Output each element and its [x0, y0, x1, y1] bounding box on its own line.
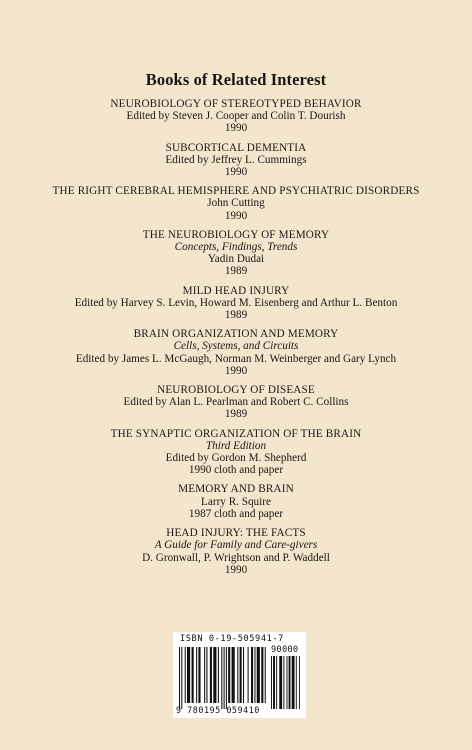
book-entry: [0, 229, 472, 278]
barcode-bar: [283, 656, 284, 709]
book-year: 1990: [224, 563, 248, 576]
book-year: 1990: [224, 166, 248, 179]
book-year: 1990: [224, 209, 248, 222]
barcode-bar: [265, 647, 266, 703]
book-subtitle: Concepts, Findings, Trends: [174, 241, 298, 254]
barcode-bar: [210, 647, 212, 703]
book-title: MEMORY AND BRAIN: [178, 483, 294, 496]
addon-barcode: [271, 656, 301, 709]
book-title: BRAIN ORGANIZATION AND MEMORY: [133, 328, 339, 341]
book-entry: [0, 98, 472, 135]
book-title: THE RIGHT CEREBRAL HEMISPHERE AND PSYCHIATRIC DISORDERS: [52, 185, 420, 198]
barcode-bar: [292, 656, 295, 709]
book-title: NEUROBIOLOGY OF STEREOTYPED BEHAVIOR: [110, 98, 362, 110]
book-entry: [0, 185, 472, 222]
barcode-bar: [296, 656, 297, 709]
book-authors: Edited by James L. McGaugh, Norman M. Weinberger and Gary Lynch: [75, 352, 397, 365]
barcode-bar: [206, 647, 207, 703]
book-title: HEAD INJURY: THE FACTS: [166, 527, 306, 540]
barcode-bar: [257, 647, 260, 703]
price-code: 90000: [271, 645, 299, 655]
barcode-bar: [221, 647, 222, 709]
book-year: 1990: [224, 122, 248, 135]
book-title: THE SYNAPTIC ORGANIZATION OF THE BRAIN: [110, 427, 362, 440]
book-authors: D. Gronwall, P. Wrightson and P. Waddell: [142, 551, 330, 564]
barcode-bar: [228, 647, 230, 703]
book-authors: Edited by Jeffrey L. Cummings: [165, 153, 307, 166]
barcode-bar: [289, 656, 291, 709]
barcode-bar: [218, 647, 219, 703]
book-subtitle: Third Edition: [205, 439, 267, 452]
barcode-bar: [261, 647, 263, 703]
isbn-number: ISBN 0-19-505941-7: [180, 634, 284, 644]
barcode-bar: [198, 647, 200, 703]
book-year: 1989: [224, 309, 248, 322]
barcode-bar: [179, 647, 180, 709]
barcode-bar: [248, 647, 249, 703]
book-subtitle: A Guide for Family and Care-givers: [154, 539, 318, 552]
book-year: 1987 cloth and paper: [188, 507, 284, 520]
barcode-bar: [232, 647, 235, 703]
barcode-bar: [299, 656, 300, 709]
book-year: 1989: [224, 265, 248, 278]
book-entry: [0, 285, 472, 322]
book-authors: Edited by Harvey S. Levin, Howard M. Eisenberg and Arthur L. Benton: [74, 296, 398, 309]
book-year: 1989: [224, 408, 248, 421]
barcode-bar: [273, 656, 275, 709]
book-year: 1990 cloth and paper: [188, 464, 284, 477]
barcode-bar: [226, 647, 227, 709]
book-title: MILD HEAD INJURY: [182, 284, 290, 297]
book-authors: Edited by Gordon M. Shepherd: [165, 452, 307, 465]
barcode-bar: [243, 647, 244, 703]
book-authors: Edited by Steven J. Cooper and Colin T. Dourish: [126, 110, 346, 123]
barcode-bar: [251, 647, 253, 703]
book-entry: [0, 142, 472, 179]
book-entry: [0, 483, 472, 520]
barcode-bar: [279, 656, 282, 709]
barcode-bar: [204, 647, 205, 703]
ean-digits: 9 780195 059410: [176, 705, 260, 715]
book-authors: Edited by Alan L. Pearlman and Robert C. Collins: [123, 396, 349, 409]
book-year: 1990: [224, 364, 248, 377]
book-entry: [0, 527, 472, 576]
barcode-bar: [187, 647, 190, 703]
barcode-bar: [276, 656, 277, 709]
section-heading: Books of Related Interest: [145, 70, 327, 89]
barcode-bar: [181, 647, 182, 709]
barcode-bar: [192, 647, 194, 703]
book-authors: Larry R. Squire: [201, 495, 271, 508]
book-entry: [0, 384, 472, 421]
barcode-bar: [224, 647, 225, 709]
barcode-bar: [213, 647, 216, 703]
book-subtitle: Cells, Systems, and Circuits: [173, 340, 299, 353]
barcode-bar: [287, 656, 288, 709]
barcode-bar: [271, 656, 272, 709]
book-title: THE NEUROBIOLOGY OF MEMORY: [142, 228, 330, 241]
book-title: SUBCORTICAL DEMENTIA: [165, 141, 307, 154]
barcode-bar: [254, 647, 255, 703]
book-entry: [0, 328, 472, 377]
barcode-bar: [185, 647, 186, 703]
barcode-bar: [196, 647, 197, 703]
barcode-label: [173, 632, 306, 718]
book-list: [0, 98, 472, 583]
book-title: NEUROBIOLOGY OF DISEASE: [157, 384, 315, 397]
book-entry: [0, 428, 472, 477]
barcode-bar: [237, 647, 238, 703]
ean-barcode: [179, 647, 267, 709]
barcode-bar: [240, 647, 242, 703]
book-authors: John Cutting: [207, 197, 265, 210]
book-authors: Yadin Dudai: [207, 253, 265, 266]
